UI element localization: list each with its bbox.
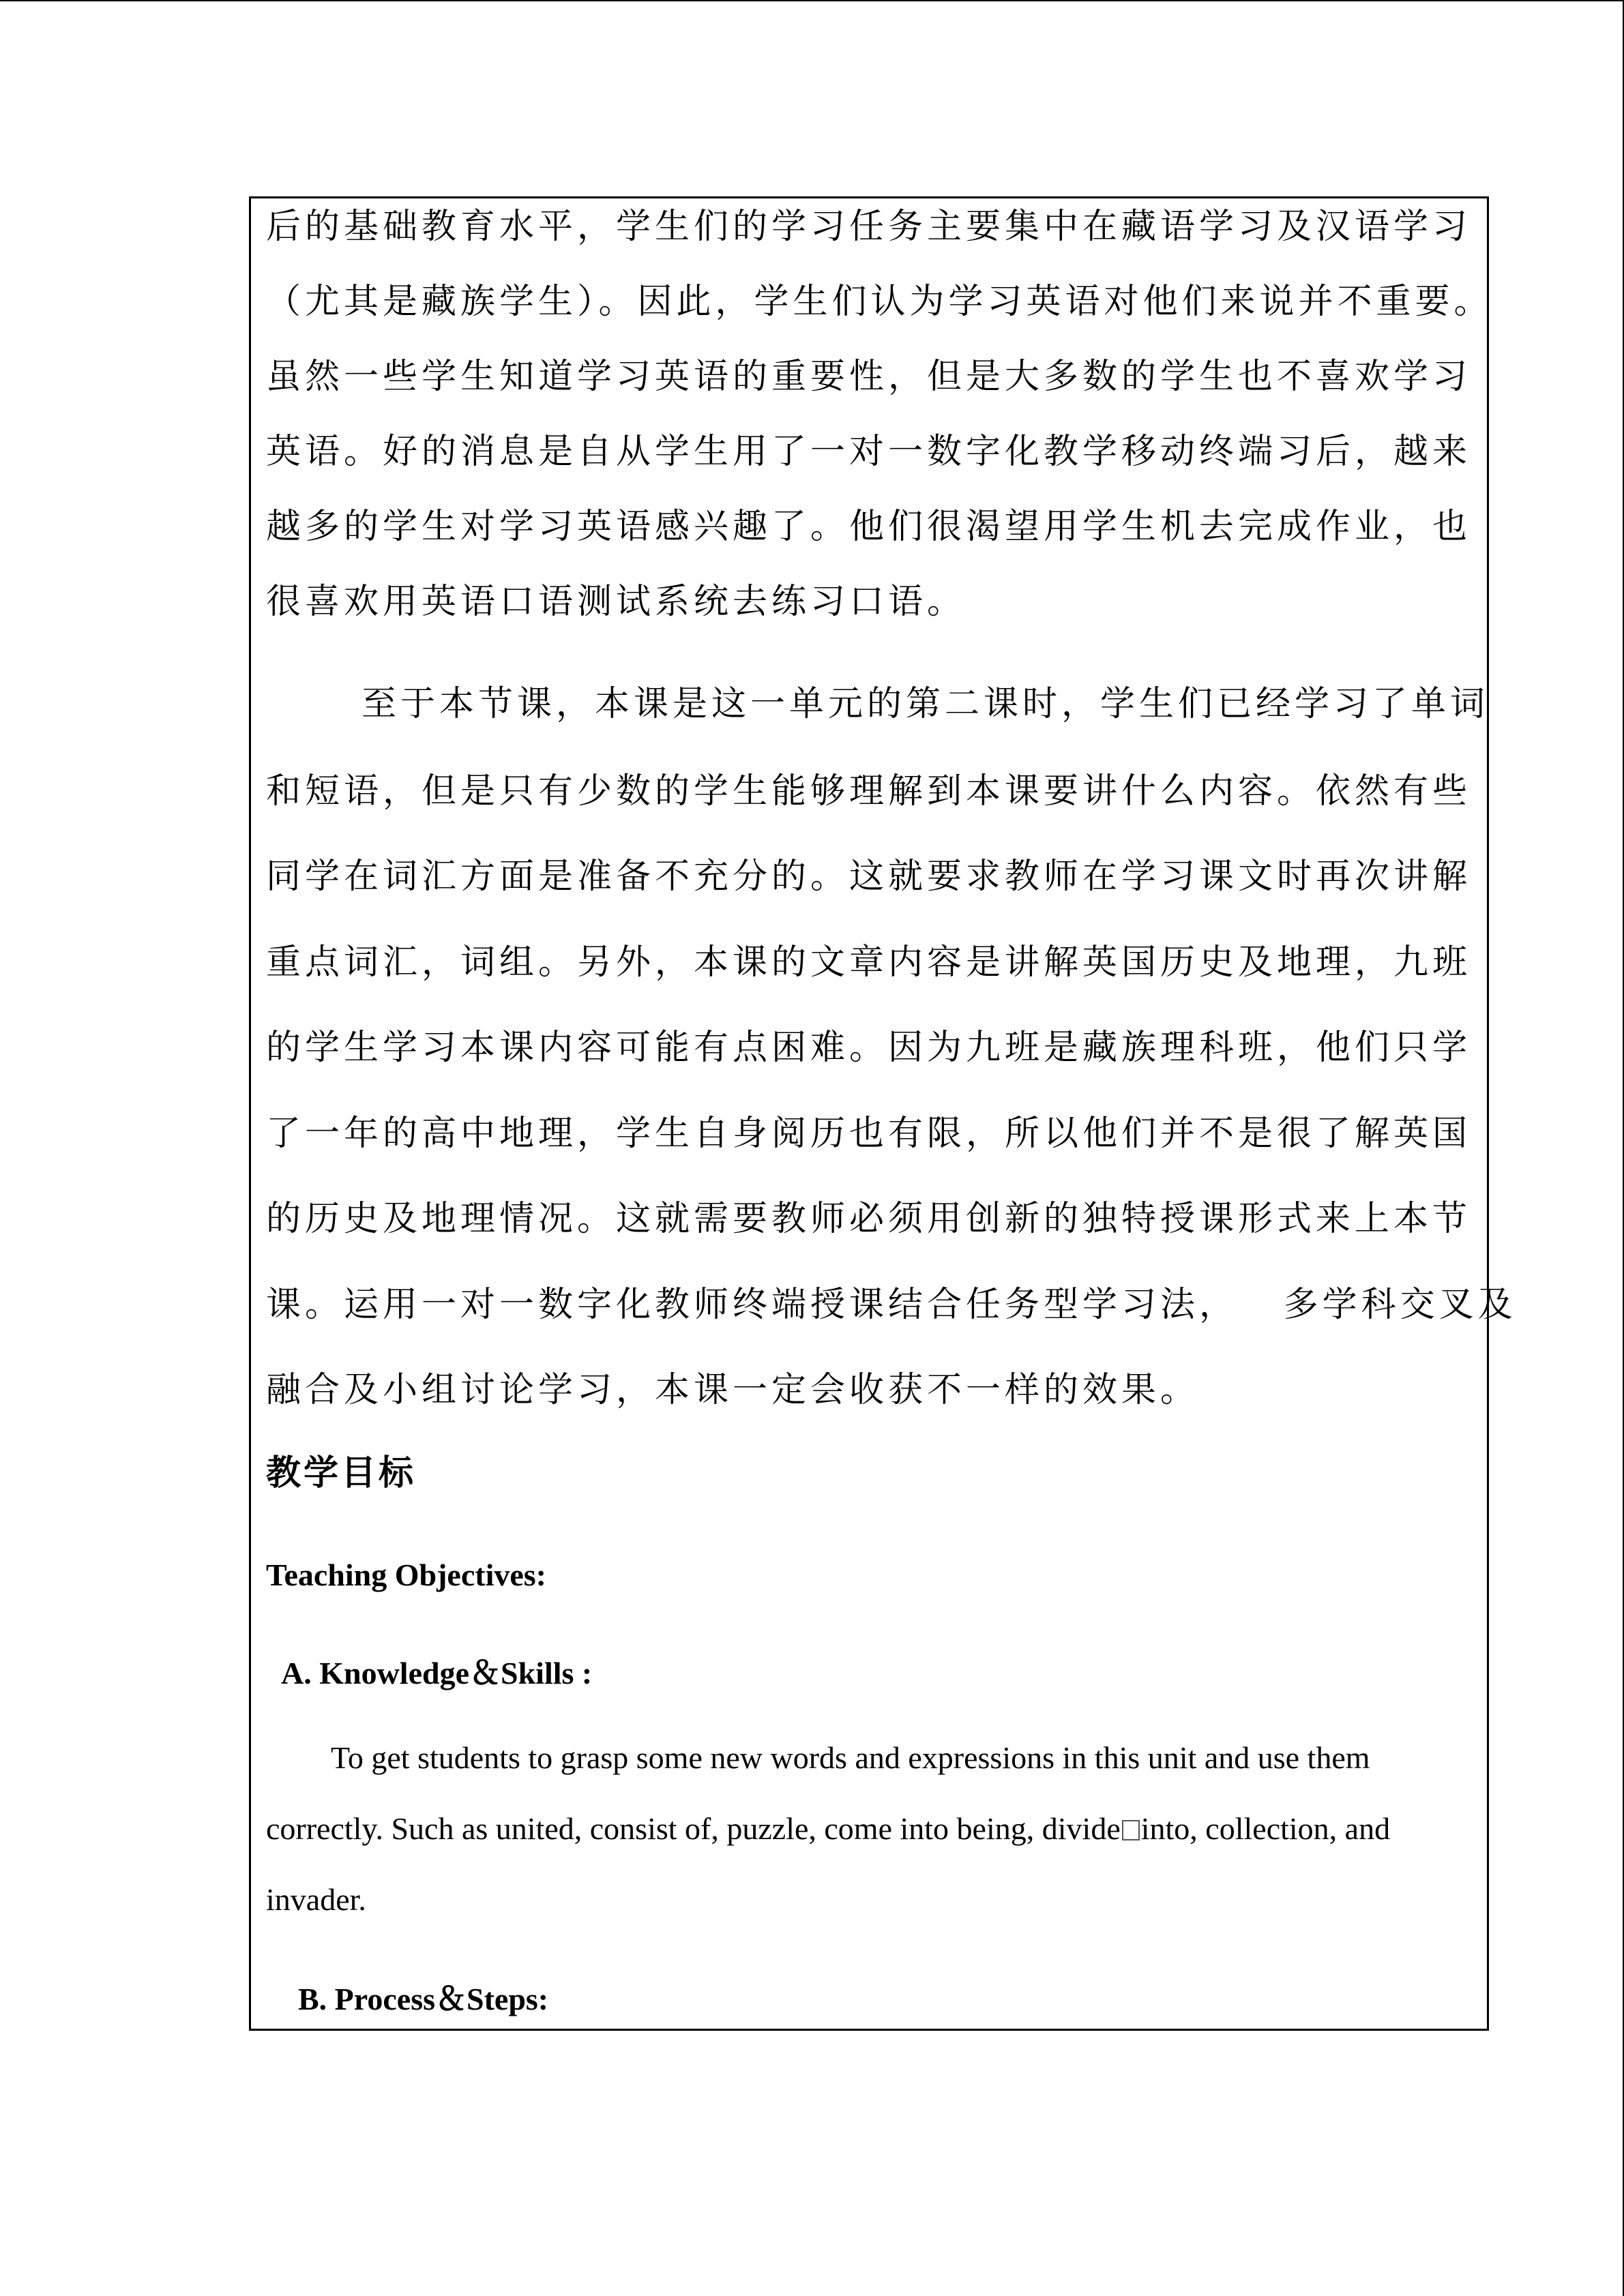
paragraph2-line-3: 同学在词汇方面是准备不充分的。这就要求教师在学习课文时再次讲解: [266, 856, 1472, 897]
paragraph2-line-6: 了一年的高中地理，学生自身阅历也有限，所以他们并不是很了解英国: [266, 1114, 1472, 1154]
paragraph2-line-8: 课。运用一对一数字化教师终端授课结合任务型学习法， 多学科交叉及: [266, 1285, 1517, 1325]
paragraph1-line-6: 很喜欢用英语口语测试系统去练习口语。: [266, 582, 966, 622]
paragraph1-line-1: 后的基础教育水平，学生们的学习任务主要集中在藏语学习及汉语学习: [266, 207, 1472, 247]
paragraph2-line-2: 和短语，但是只有少数的学生能够理解到本课要讲什么内容。依然有些: [266, 771, 1472, 811]
paragraph1-line-2: （尤其是藏族学生）。因此，学生们认为学习英语对他们来说并不重要。: [266, 282, 1493, 322]
objectives-heading-en: Teaching Objectives:: [266, 1557, 546, 1592]
paragraph1-line-4: 英语。好的消息是自从学生用了一对一数字化教学移动终端习后，越来: [266, 432, 1472, 472]
paragraph1-line-5: 越多的学生对学习英语感兴趣了。他们很渴望用学生机去完成作业，也: [266, 507, 1472, 547]
paragraph2-line-7: 的历史及地理情况。这就需要教师必须用创新的独特授课形式来上本节: [266, 1199, 1472, 1239]
paragraph1-line-3: 虽然一些学生知道学习英语的重要性，但是大多数的学生也不喜欢学习: [266, 357, 1472, 397]
section-a-line-1: To get students to grasp some new words and expressions in this unit and use them: [331, 1740, 1370, 1775]
objectives-heading-cn: 教学目标: [266, 1452, 417, 1493]
section-a-line-2-before: correctly. Such as united, consist of, puzzle, come into being, divide: [266, 1811, 1121, 1846]
missing-glyph-box-icon: [1122, 1820, 1140, 1840]
section-a-line-2: [266, 1810, 1390, 1847]
paragraph2-line-4: 重点词汇，词组。另外，本课的文章内容是讲解英国历史及地理，九班: [266, 942, 1472, 983]
section-b-title: B. Process＆Steps:: [298, 1982, 549, 2016]
paragraph2-line-9: 融合及小组讨论学习，本课一定会收获不一样的效果。: [266, 1370, 1200, 1410]
section-a-title: A. Knowledge＆Skills :: [281, 1656, 593, 1690]
section-a-line-3: invader.: [266, 1882, 366, 1917]
paragraph2-line-1: 至于本节课，本课是这一单元的第二课时，学生们已经学习了单词: [361, 684, 1490, 724]
page-top-border: [0, 0, 1624, 1]
section-a-line-2-after: into, collection, and: [1140, 1811, 1391, 1846]
paragraph2-line-5: 的学生学习本课内容可能有点困难。因为九班是藏族理科班，他们只学: [266, 1028, 1472, 1068]
